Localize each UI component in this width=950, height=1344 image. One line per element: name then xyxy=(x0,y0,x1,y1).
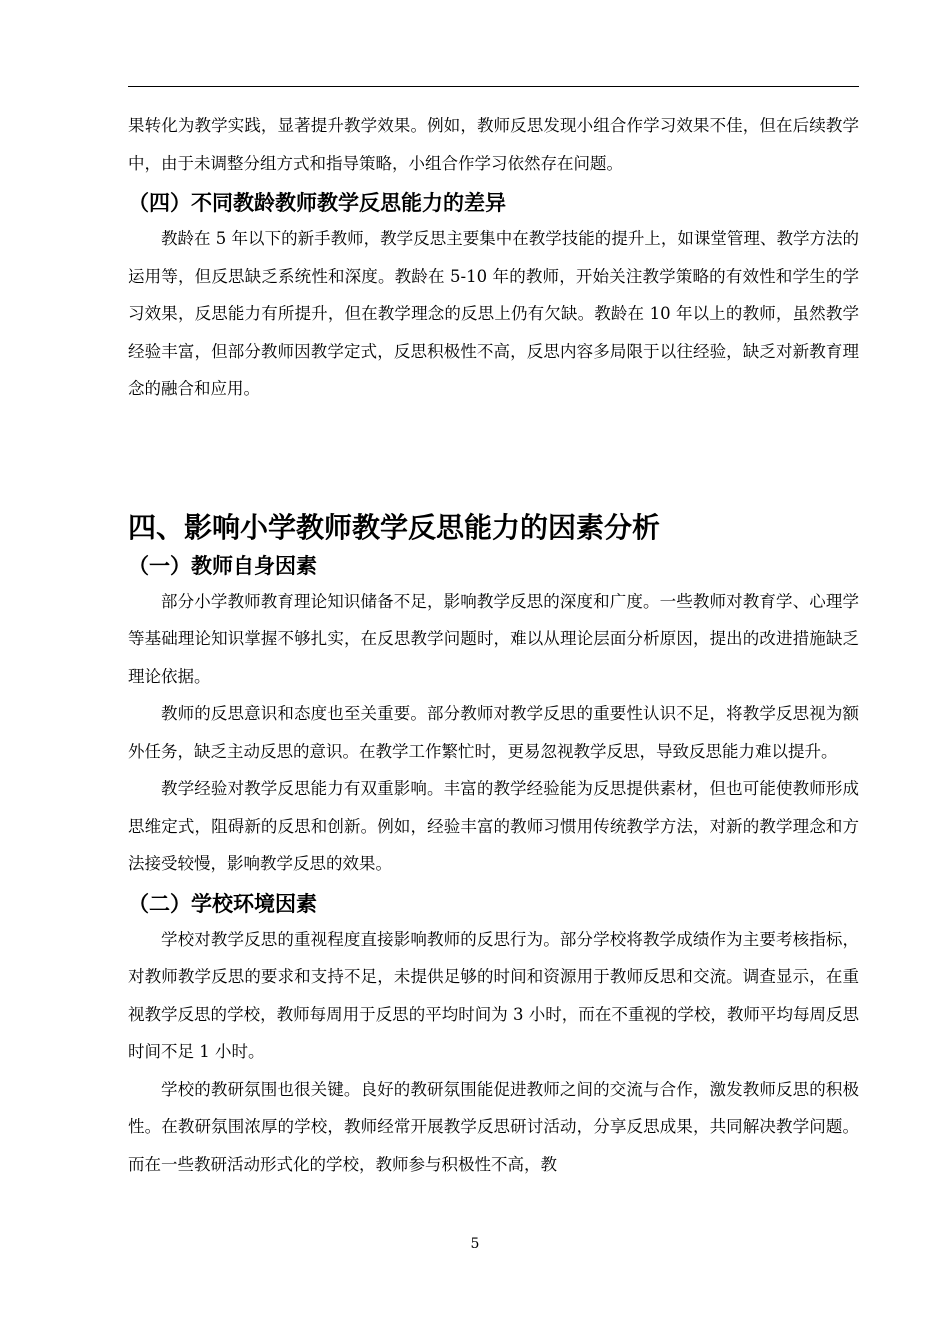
paragraph: 学校对教学反思的重视程度直接影响教师的反思行为。部分学校将教学成绩作为主要考核指标，对教师教学反思的要求和支持不足，未提供足够的时间和资源用于教师反思和交流。调查显示，在重视教学反思的学校，教师每周用于反思的平均时间为 3 小时，而在不重视的学校，教师平均每周反思时间不足 1 小时。 xyxy=(128,929,859,1061)
section-heading-4: （四）不同教龄教师教学反思能力的差异 xyxy=(128,191,506,215)
paragraph: 教学经验对教学反思能力有双重影响。丰富的教学经验能为反思提供素材，但也可能使教师形成思维定式，阻碍新的反思和创新。例如，经验丰富的教师习惯用传统教学方法，对新的教学理念和方法接受较慢，影响教学反思的效果。 xyxy=(128,779,859,873)
section-heading-1: （一）教师自身因素 xyxy=(128,553,317,578)
header-rule xyxy=(128,86,859,87)
section-gap xyxy=(128,408,859,506)
page-content xyxy=(128,107,859,1183)
paragraph: 部分小学教师教育理论知识储备不足，影响教学反思的深度和广度。一些教师对教育学、心理学等基础理论知识掌握不够扎实，在反思教学问题时，难以从理论层面分析原因，提出的改进措施缺乏理论依据。 xyxy=(128,591,859,686)
paragraph: 教龄在 5 年以下的新手教师，教学反思主要集中在教学技能的提升上，如课堂管理、教学方法的运用等，但反思缺乏系统性和深度。教龄在 5-10 年的教师，开始关注教学策略的有效性和学生的学习效果，反思能力有所提升，但在教学理念的反思上仍有欠缺。教龄在 10 年以上的教师，虽然教学经验丰富，但部分教师因教学定式，反思积极性不高，反思内容多局限于以往经验，缺乏对新教育理念的融合和应用。 xyxy=(128,229,859,398)
chapter-title: 四、影响小学教师教学反思能力的因素分析 xyxy=(128,510,661,544)
paragraph: 教师的反思意识和态度也至关重要。部分教师对教学反思的重要性认识不足，将教学反思视为额外任务，缺乏主动反思的意识。在教学工作繁忙时，更易忽视教学反思，导致反思能力难以提升。 xyxy=(128,704,859,761)
continuation-paragraph: 果转化为教学实践，显著提升教学效果。例如，教师反思发现小组合作学习效果不佳，但在后续教学中，由于未调整分组方式和指导策略，小组合作学习依然存在问题。 xyxy=(128,116,859,173)
section-heading-2: （二）学校环境因素 xyxy=(128,891,317,916)
paragraph: 学校的教研氛围也很关键。良好的教研氛围能促进教师之间的交流与合作，激发教师反思的积极性。在教研氛围浓厚的学校，教师经常开展教学反思研讨活动，分享反思成果，共同解决教学问题。而在一些教研活动形式化的学校，教师参与积极性不高，教 xyxy=(128,1079,859,1174)
page-number: 5 xyxy=(470,1236,480,1252)
